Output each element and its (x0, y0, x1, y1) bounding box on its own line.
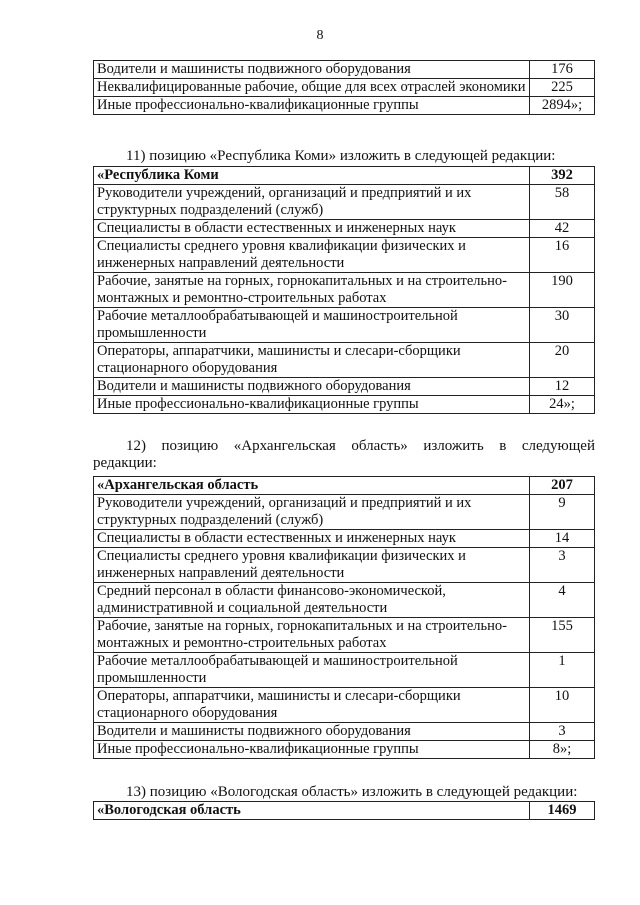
table-row (94, 79, 595, 97)
row-value: 1 (530, 653, 595, 688)
table-row (94, 618, 595, 653)
paragraph-13: 13) позицию «Вологодская область» изложить в следующей редакции: (126, 784, 578, 800)
table-row (94, 378, 595, 396)
row-label: Водители и машинисты подвижного оборудования (94, 378, 530, 396)
row-value: 190 (530, 273, 595, 308)
paragraph-12-line-1: 12) позицию «Архангельская область» изложить в следующей (126, 438, 595, 454)
row-value: 14 (530, 530, 595, 548)
table-arkhangelsk (93, 476, 595, 759)
row-label: Операторы, аппаратчики, машинисты и слесари-сборщики стационарного оборудования (94, 688, 530, 723)
row-label: Рабочие, занятые на горных, горнокапитальных и на строительно-монтажных и ремонтно-строительных работах (94, 273, 530, 308)
row-value: 9 (530, 495, 595, 530)
row-label: Специалисты среднего уровня квалификации физических и инженерных направлений деятельности (94, 238, 530, 273)
row-label: Рабочие металлообрабатывающей и машиностроительной промышленности (94, 653, 530, 688)
table-row (94, 238, 595, 273)
row-value: 225 (530, 79, 595, 97)
row-value: 10 (530, 688, 595, 723)
table-row (94, 653, 595, 688)
region-total: 207 (530, 477, 595, 495)
table-row (94, 741, 595, 759)
region-name: «Республика Коми (94, 167, 530, 185)
table-row (94, 308, 595, 343)
table-row (94, 273, 595, 308)
table-row (94, 583, 595, 618)
row-label: Неквалифицированные рабочие, общие для всех отраслей экономики (94, 79, 530, 97)
page-number: 8 (316, 28, 324, 43)
row-label: Иные профессионально-квалификационные группы (94, 741, 530, 759)
row-value: 30 (530, 308, 595, 343)
row-label: Иные профессионально-квалификационные группы (94, 97, 530, 115)
region-name: «Архангельская область (94, 477, 530, 495)
row-value: 58 (530, 185, 595, 220)
row-label: Специалисты среднего уровня квалификации физических и инженерных направлений деятельности (94, 548, 530, 583)
table-row (94, 97, 595, 115)
row-label: Рабочие, занятые на горных, горнокапитальных и на строительно-монтажных и ремонтно-строительных работах (94, 618, 530, 653)
row-value: 8»; (530, 741, 595, 759)
region-name: «Вологодская область (94, 802, 530, 820)
row-label: Руководители учреждений, организаций и предприятий и их структурных подразделений (служб) (94, 495, 530, 530)
row-value: 20 (530, 343, 595, 378)
row-value: 155 (530, 618, 595, 653)
table-komi (93, 166, 595, 414)
region-total: 1469 (530, 802, 595, 820)
row-label: Операторы, аппаратчики, машинисты и слесари-сборщики стационарного оборудования (94, 343, 530, 378)
row-label: Руководители учреждений, организаций и предприятий и их структурных подразделений (служб) (94, 185, 530, 220)
table-row (94, 396, 595, 414)
row-value: 2894»; (530, 97, 595, 115)
row-value: 24»; (530, 396, 595, 414)
row-value: 3 (530, 723, 595, 741)
table-header-row (94, 167, 595, 185)
row-label: Водители и машинисты подвижного оборудования (94, 61, 530, 79)
paragraph-12-line-2: редакции: (93, 455, 157, 471)
row-label: Средний персонал в области финансово-экономической, административной и социальной деятельности (94, 583, 530, 618)
table-row (94, 530, 595, 548)
table-row (94, 220, 595, 238)
table-row (94, 723, 595, 741)
table-row (94, 185, 595, 220)
table-row (94, 548, 595, 583)
row-label: Водители и машинисты подвижного оборудования (94, 723, 530, 741)
row-value: 176 (530, 61, 595, 79)
table-row (94, 688, 595, 723)
row-value: 12 (530, 378, 595, 396)
row-label: Иные профессионально-квалификационные группы (94, 396, 530, 414)
table-continued (93, 60, 595, 115)
row-value: 3 (530, 548, 595, 583)
table-row (94, 495, 595, 530)
paragraph-11: 11) позицию «Республика Коми» изложить в следующей редакции: (126, 148, 556, 164)
row-label: Специалисты в области естественных и инженерных наук (94, 530, 530, 548)
row-value: 42 (530, 220, 595, 238)
table-row (94, 61, 595, 79)
table-header-row (94, 477, 595, 495)
row-value: 4 (530, 583, 595, 618)
table-header-row (94, 802, 595, 820)
region-total: 392 (530, 167, 595, 185)
row-label: Специалисты в области естественных и инженерных наук (94, 220, 530, 238)
row-label: Рабочие металлообрабатывающей и машиностроительной промышленности (94, 308, 530, 343)
table-row (94, 343, 595, 378)
table-vologda (93, 801, 595, 820)
row-value: 16 (530, 238, 595, 273)
